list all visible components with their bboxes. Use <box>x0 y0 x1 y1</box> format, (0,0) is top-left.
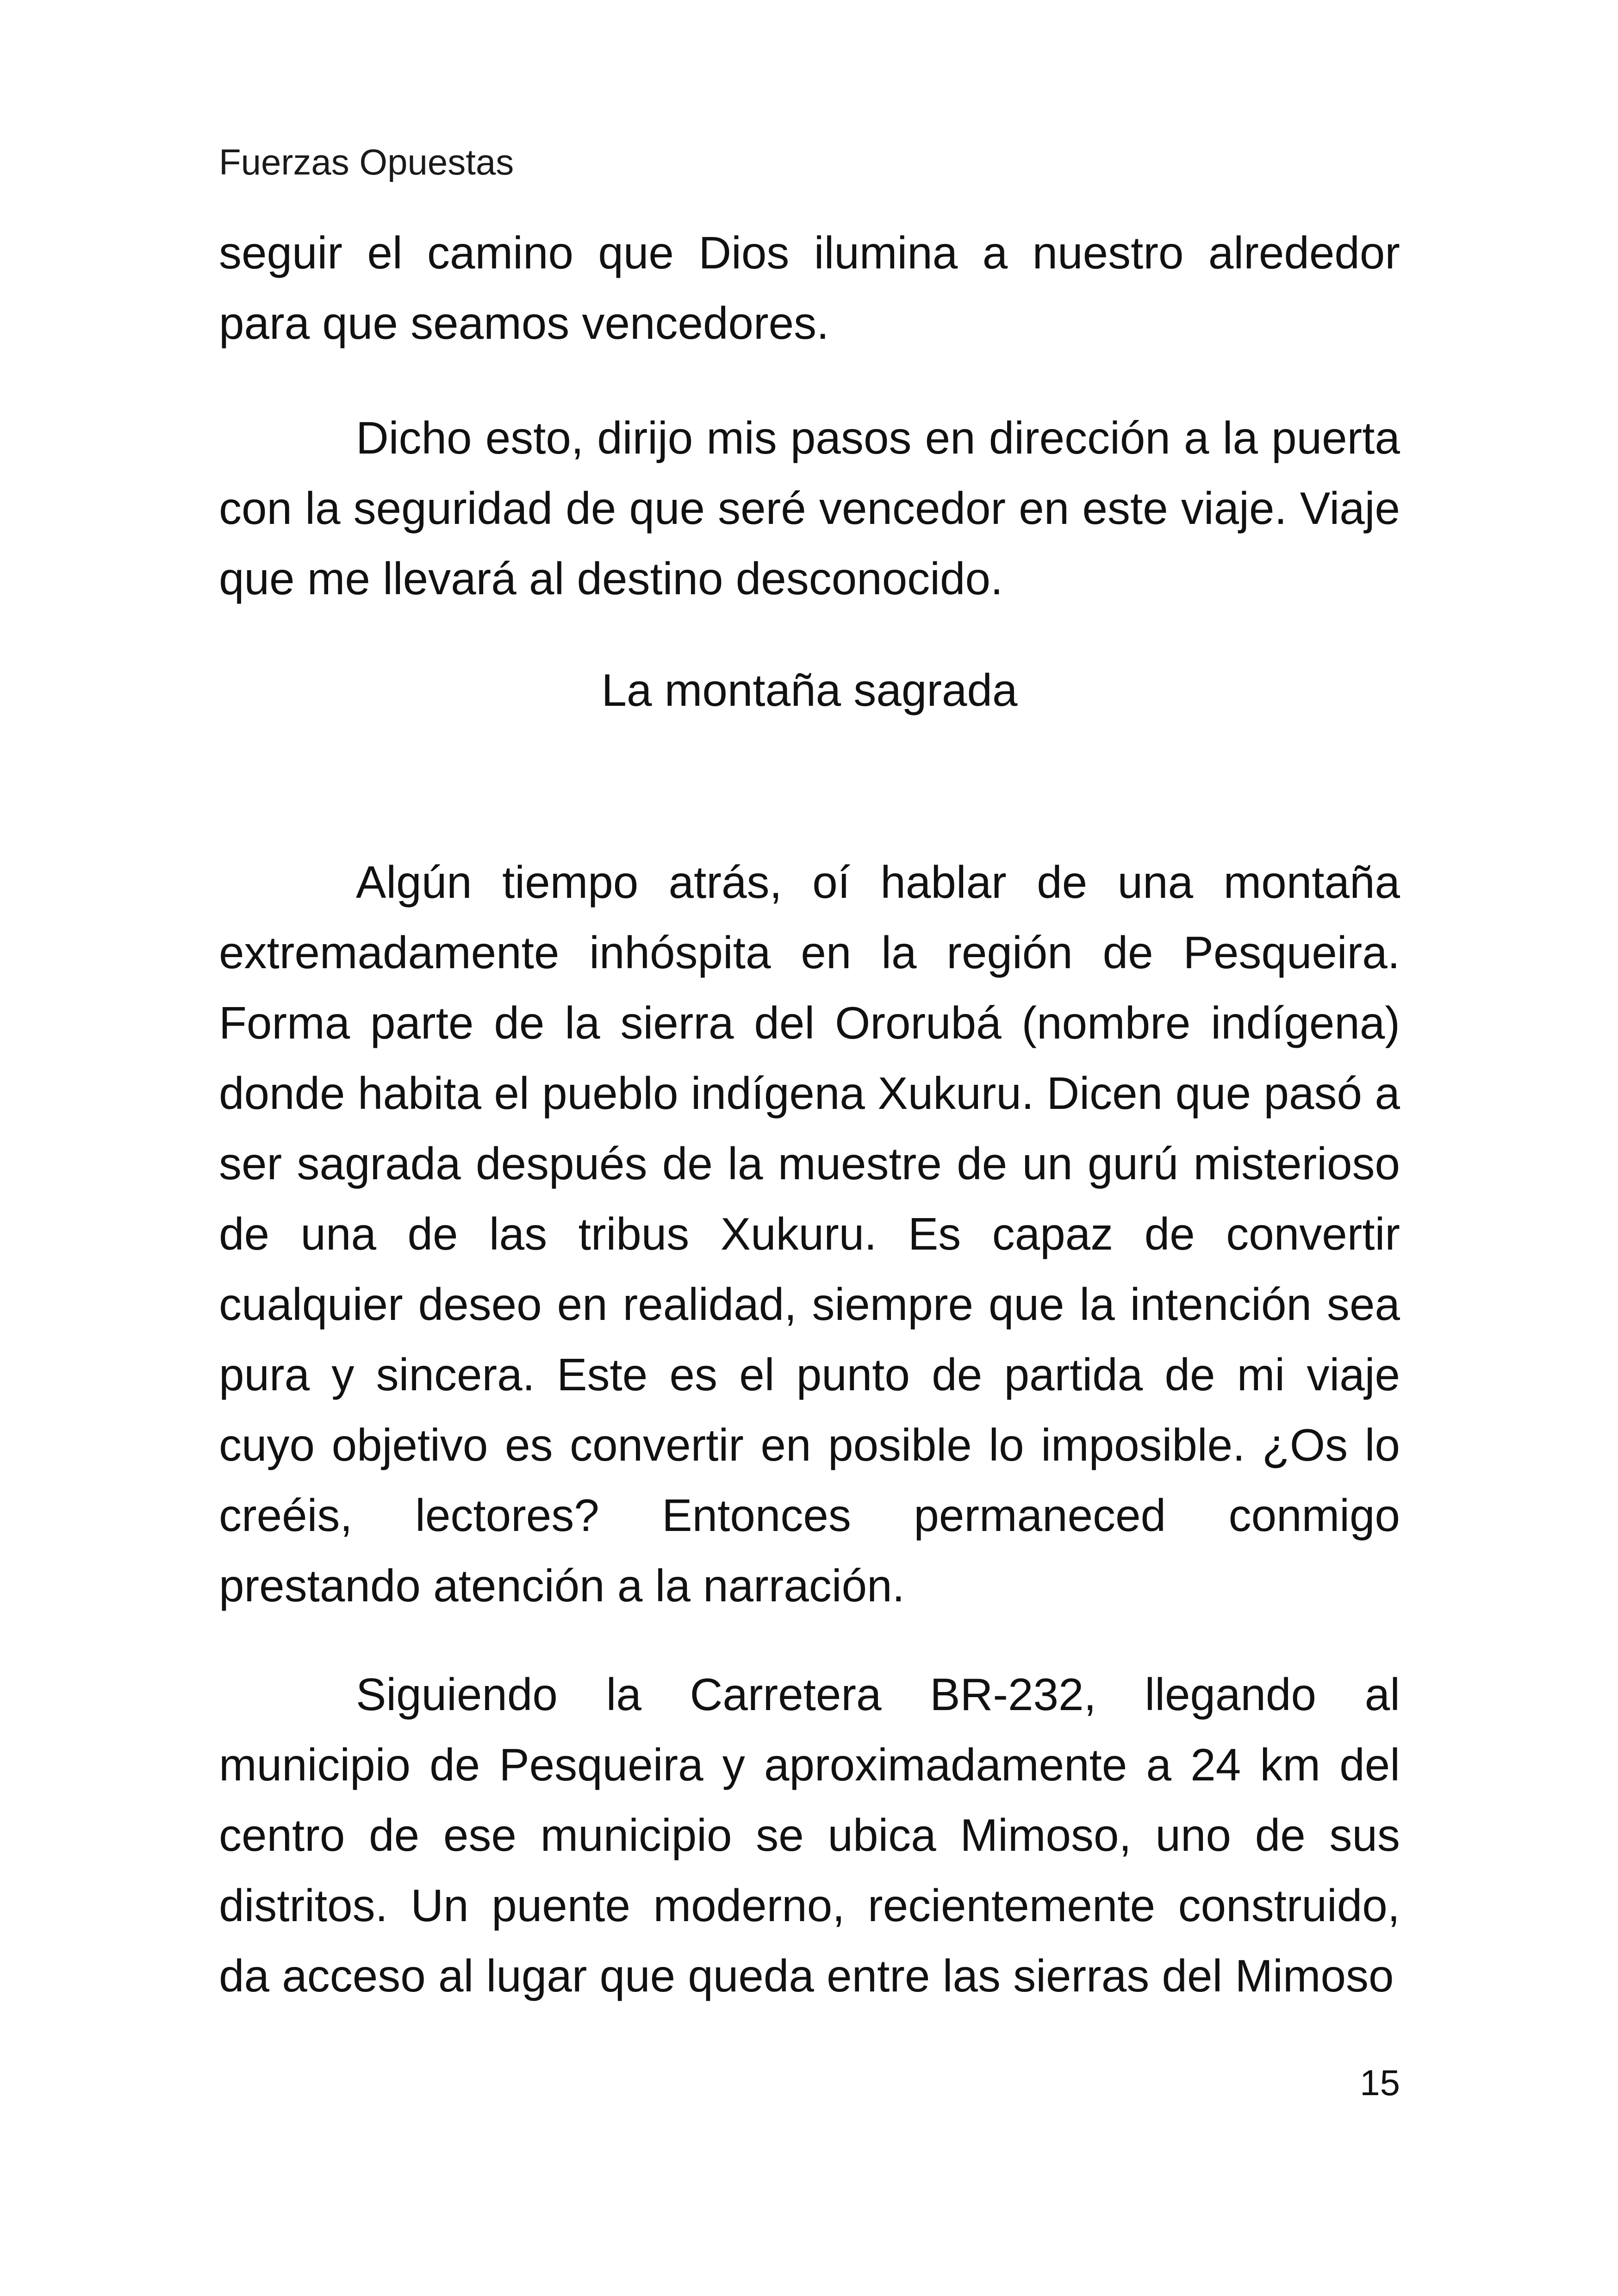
paragraph-text: Algún tiempo atrás, oí hablar de una montaña extremadamente inhóspita en la región de Pesqueira. Forma parte de la sierra del Ororubá (nombre indígena) donde habita el pueblo indígena Xukuru. Dicen que pasó a ser sagrada después de la muestre de un gurú misterioso de una de las tribus Xukuru. Es capaz de convertir cualquier deseo en realidad, siempre que la intención sea pura y sincera. Este es el punto de partida de mi viaje cuyo objetivo es convertir en posible lo imposible. ¿Os lo creéis, lectores? Entonces permaneced conmigo prestando atención a la narración. <box>219 857 1400 1611</box>
chapter-title: La montaña sagrada <box>601 665 1018 716</box>
paragraph-carretera <box>219 1659 1400 2011</box>
paragraph-dicho <box>219 403 1400 614</box>
page-number: 15 <box>1360 2062 1400 2103</box>
paragraph-text: seguir el camino que Dios ilumina a nuestro alrededor para que seamos vencedores. <box>219 227 1400 348</box>
paragraph-continued <box>219 218 1400 358</box>
running-header: Fuerzas Opuestas <box>219 142 514 182</box>
paragraph-text: Dicho esto, dirijo mis pasos en dirección a la puerta con la seguridad de que seré vencedor en este viaje. Viaje que me llevará al destino desconocido. <box>219 412 1400 604</box>
paragraph-montana <box>219 847 1400 1621</box>
paragraph-text: Siguiendo la Carretera BR-232, llegando al municipio de Pesqueira y aproximadamente a 24 km del centro de ese municipio se ubica Mimoso, uno de sus distritos. Un puente moderno, recientemente construido, da acceso al lugar que queda entre las sierras del Mimoso <box>219 1669 1400 2001</box>
